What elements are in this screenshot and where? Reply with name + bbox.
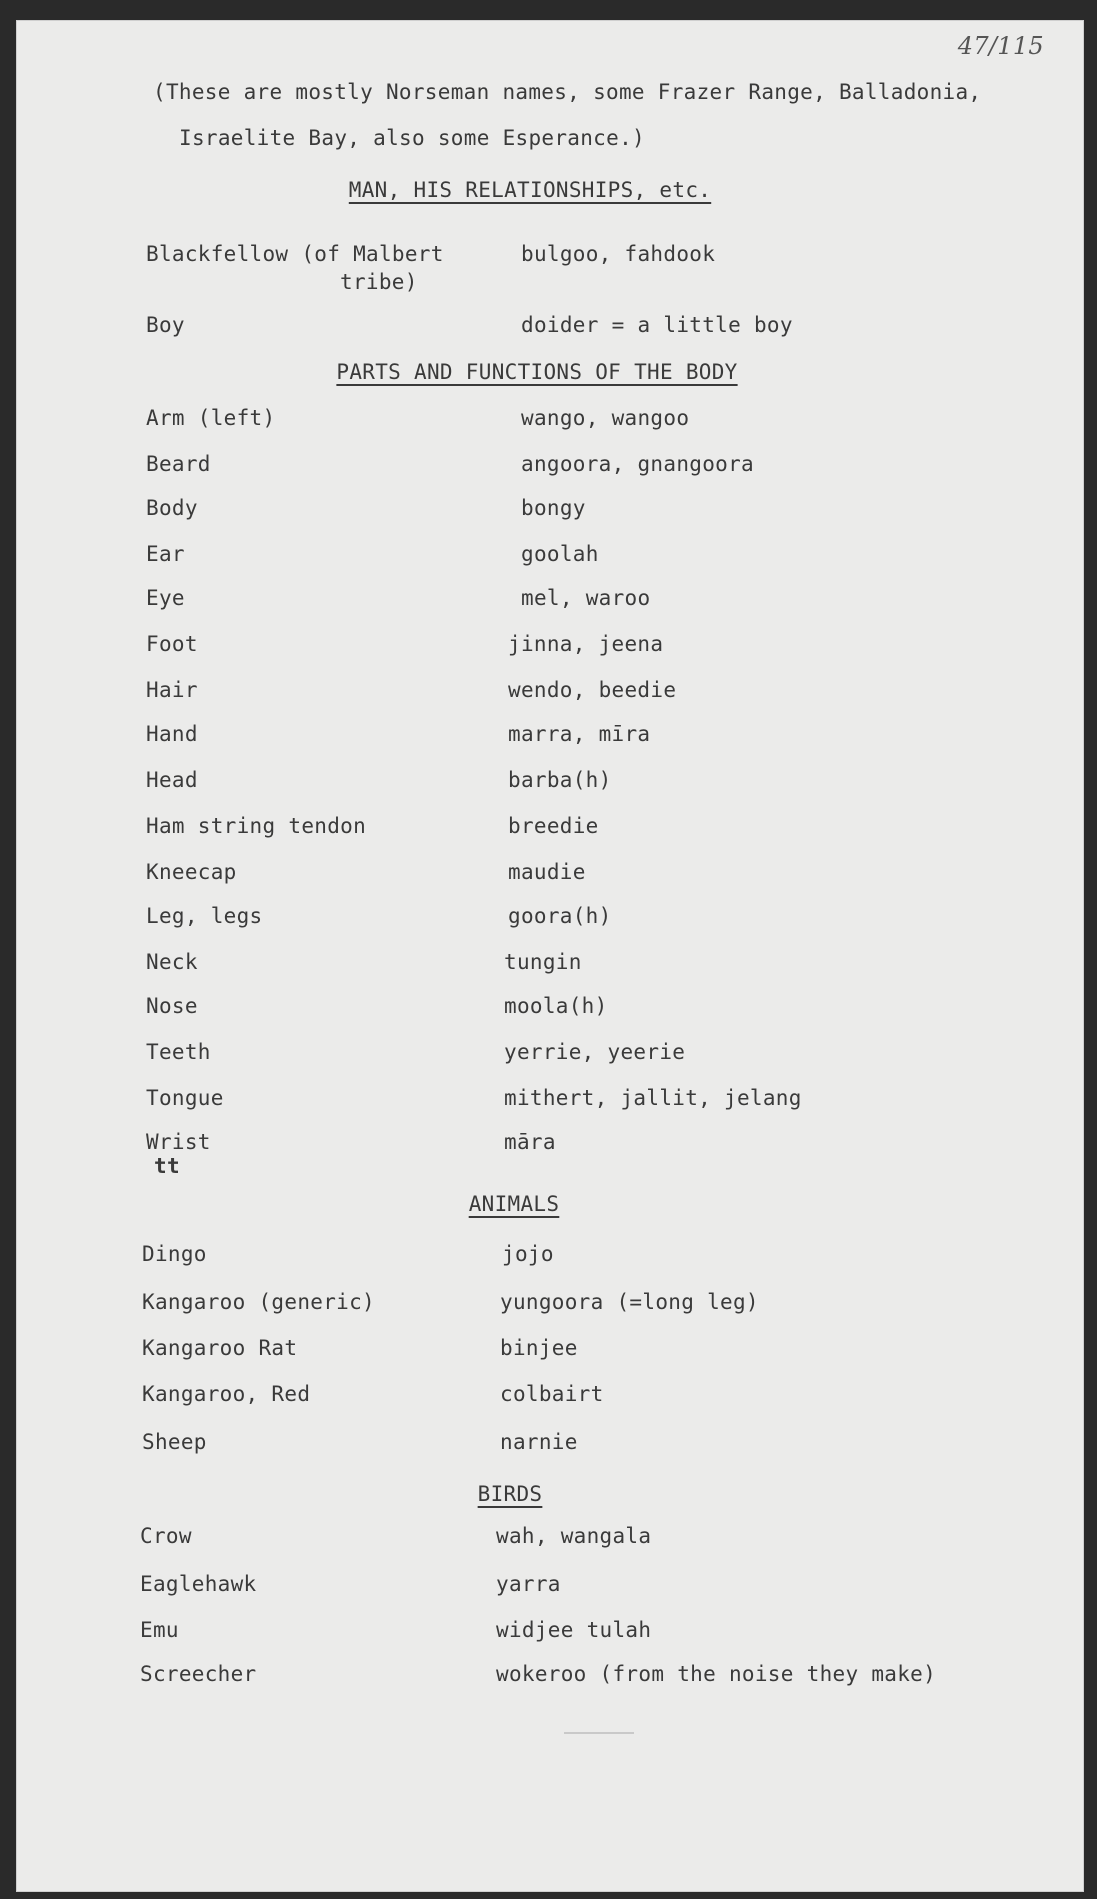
native-word: bulgoo, fahdook bbox=[521, 242, 716, 266]
term: Ham string tendon bbox=[146, 814, 367, 838]
intro-line-1: (These are mostly Norseman names, some Frazer Range, Balladonia, bbox=[153, 80, 982, 104]
entry-boy bbox=[16, 313, 1084, 341]
term: Teeth bbox=[146, 1040, 211, 1064]
entry-ear bbox=[16, 542, 1084, 570]
native-word: goora(h) bbox=[508, 904, 612, 928]
native-word: marra, mīra bbox=[508, 722, 651, 746]
entry-eye bbox=[16, 586, 1084, 614]
term: Dingo bbox=[142, 1242, 207, 1266]
term: Tongue bbox=[146, 1086, 224, 1110]
entry-eaglehawk bbox=[16, 1572, 1084, 1600]
native-word: wendo, beedie bbox=[508, 678, 677, 702]
entry-hand bbox=[16, 722, 1084, 750]
term: Kangaroo (generic) bbox=[142, 1290, 375, 1314]
native-word: barba(h) bbox=[508, 768, 612, 792]
native-word: widjee tulah bbox=[496, 1618, 652, 1642]
native-word: jojo bbox=[502, 1242, 554, 1266]
term: Emu bbox=[140, 1618, 179, 1642]
term: Hand bbox=[146, 722, 198, 746]
native-word: colbairt bbox=[500, 1382, 604, 1406]
term: Nose bbox=[146, 994, 198, 1018]
term: Beard bbox=[146, 452, 211, 476]
term: Leg, legs bbox=[146, 904, 263, 928]
entry-beard bbox=[16, 452, 1084, 480]
native-word: breedie bbox=[508, 814, 599, 838]
native-word: binjee bbox=[500, 1336, 578, 1360]
entry-screecher bbox=[16, 1662, 1084, 1690]
entry-kneecap bbox=[16, 860, 1084, 888]
entry-kangaroo-rat bbox=[16, 1336, 1084, 1364]
heading-birds: BIRDS bbox=[477, 1482, 543, 1506]
entry-ham-string bbox=[16, 814, 1084, 842]
term: Eaglehawk bbox=[140, 1572, 257, 1596]
term: Crow bbox=[140, 1524, 192, 1548]
native-word: wah, wangala bbox=[496, 1524, 652, 1548]
term: Kangaroo Rat bbox=[142, 1336, 298, 1360]
native-word: mithert, jallit, jelang bbox=[504, 1086, 802, 1110]
term-continuation: tribe) bbox=[340, 270, 418, 294]
term: Ear bbox=[146, 542, 185, 566]
native-word: bongy bbox=[521, 496, 586, 520]
entry-teeth bbox=[16, 1040, 1084, 1068]
term: Kneecap bbox=[146, 860, 237, 884]
entry-hair bbox=[16, 678, 1084, 706]
folio-number: 47/115 bbox=[957, 32, 1044, 60]
native-word: maudie bbox=[508, 860, 586, 884]
native-word: moola(h) bbox=[504, 994, 608, 1018]
entry-sheep bbox=[16, 1430, 1084, 1458]
entry-body bbox=[16, 496, 1084, 524]
entry-emu bbox=[16, 1618, 1084, 1646]
entry-arm bbox=[16, 406, 1084, 434]
heading-man-relationships: MAN, HIS RELATIONSHIPS, etc. bbox=[348, 178, 712, 202]
native-word: wokeroo (from the noise they make) bbox=[496, 1662, 937, 1686]
entry-kangaroo-generic bbox=[16, 1290, 1084, 1318]
heading-animals: ANIMALS bbox=[468, 1192, 560, 1216]
term: Kangaroo, Red bbox=[142, 1382, 311, 1406]
entry-dingo bbox=[16, 1242, 1084, 1270]
entry-foot bbox=[16, 632, 1084, 660]
term: Eye bbox=[146, 586, 185, 610]
native-word: goolah bbox=[521, 542, 599, 566]
entry-tongue bbox=[16, 1086, 1084, 1114]
term: Foot bbox=[146, 632, 198, 656]
entry-leg bbox=[16, 904, 1084, 932]
native-word: wango, wangoo bbox=[521, 406, 690, 430]
term: Body bbox=[146, 496, 198, 520]
native-word: jinna, jeena bbox=[508, 632, 664, 656]
struck-mark: tt bbox=[154, 1154, 180, 1178]
term: Boy bbox=[146, 313, 185, 337]
intro-line-2: Israelite Bay, also some Esperance.) bbox=[179, 126, 645, 150]
entry-head bbox=[16, 768, 1084, 796]
term: Arm (left) bbox=[146, 406, 276, 430]
entry-crow bbox=[16, 1524, 1084, 1552]
term: Wrist bbox=[146, 1130, 211, 1154]
native-word: narnie bbox=[500, 1430, 578, 1454]
document-page bbox=[16, 20, 1084, 1892]
native-word: yerrie, yeerie bbox=[504, 1040, 686, 1064]
entry-kangaroo-red bbox=[16, 1382, 1084, 1410]
term: Blackfellow (of Malbert bbox=[146, 242, 444, 266]
native-word: yungoora (=long leg) bbox=[500, 1290, 759, 1314]
native-word: māra bbox=[504, 1130, 556, 1154]
native-word: doider = a little boy bbox=[521, 313, 793, 337]
native-word: mel, waroo bbox=[521, 586, 651, 610]
term: Screecher bbox=[140, 1662, 257, 1686]
entry-nose bbox=[16, 994, 1084, 1022]
entry-blackfellow bbox=[16, 242, 1084, 270]
term: Hair bbox=[146, 678, 198, 702]
faint-dash-mark bbox=[564, 1732, 634, 1734]
entry-neck bbox=[16, 950, 1084, 978]
native-word: tungin bbox=[504, 950, 582, 974]
term: Neck bbox=[146, 950, 198, 974]
term: Sheep bbox=[142, 1430, 207, 1454]
term: Head bbox=[146, 768, 198, 792]
native-word: angoora, gnangoora bbox=[521, 452, 754, 476]
native-word: yarra bbox=[496, 1572, 561, 1596]
heading-body-parts: PARTS AND FUNCTIONS OF THE BODY bbox=[336, 360, 738, 384]
